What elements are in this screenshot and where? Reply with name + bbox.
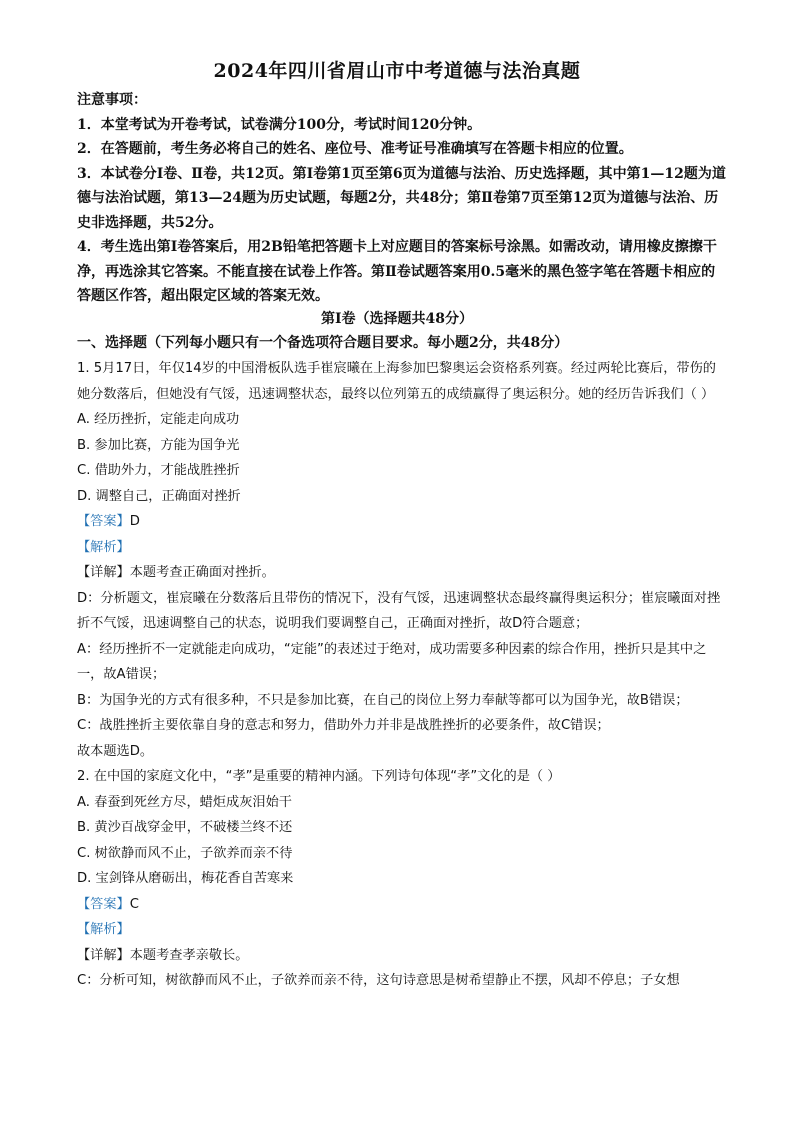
question-stem: 1. 5月17日，年仅14岁的中国滑板队选手崔宸曦在上海参加巴黎奥运会资格系列赛。经过两轮比赛后，带伤的她分数落后，但她没有气馁，迅速调整状态，最终以位列第五的成绩赢得了奥运积分。她的经历告诉我们（ ） [77,361,716,402]
notice-block [77,88,727,309]
notice-item: 2．在答题前，考生务必将自己的姓名、座位号、准考证号准确填写在答题卡相应的位置。 [77,141,633,157]
answer-value: C [129,896,139,912]
detail-line [77,560,723,586]
question-stem: 2. 在中国的家庭文化中，“孝”是重要的精神内涵。下列诗句体现“孝”文化的是（ ） [77,769,561,784]
answer-value: D [129,514,140,529]
notice-item: 1．本堂考试为开卷考试，试卷满分100分，考试时间120分钟。 [77,116,482,133]
option: C. 树欲静而风不止，子欲养而亲不待 [77,845,293,861]
notice-heading: 注意事项： [77,92,147,108]
answer-tag: 【答案】 [77,514,130,529]
detail-tag: 【详解】 [77,565,130,580]
option: B. 黄沙百战穿金甲，不破楼兰终不还 [77,820,293,835]
answer-tag: 【答案】 [77,896,130,912]
explanation: D：分析题文，崔宸曦在分数落后且带伤的情况下，没有气馁，迅速调整状态最终赢得奥运积分；崔宸曦面对挫折不气馁，迅速调整自己的状态，说明我们要调整自己，正确面对挫折，故D符合题意； [77,590,721,631]
analysis-tag: 【解析】 [77,539,130,555]
detail-text: 本题考查孝亲敬长。 [129,947,249,963]
answer-line [77,509,723,535]
analysis-line [77,917,723,943]
explanation: C：战胜挫折主要依靠自身的意志和努力，借助外力并非是战胜挫折的必要条件，故C错误； [77,718,610,733]
explanation: 故本题选D。 [77,743,154,759]
detail-text: 本题考查正确面对挫折。 [129,565,275,580]
page-title: 2024年四川省眉山市中考道德与法治真题 [213,60,581,82]
option: A. 春蚕到死丝方尽，蜡炬成灰泪始干 [77,794,292,810]
explanation: C：分析可知，树欲静而风不止，子欲养而亲不待，这句诗意思是树希望静止不摆，风却不停息；子女想 [77,973,680,988]
option: D. 宝剑锋从磨砺出，梅花香自苦寒来 [77,871,294,886]
option: B. 参加比赛，方能为国争光 [77,437,240,453]
notice-item: 4．考生选出第Ⅰ卷答案后，用2B铅笔把答题卡上对应题目的答案标号涂黑。如需改动，请用橡皮擦擦干净，再选涂其它答案。不能直接在试卷上作答。第Ⅱ卷试题答案用0.5毫米的黑色签字笔在答题卡相应的答题区作答，超出限定区域的答案无效。 [77,239,717,304]
detail-tag: 【详解】 [77,947,130,963]
analysis-line [77,535,723,561]
explanation: B：为国争光的方式有很多种，不只是参加比赛，在自己的岗位上努力奉献等都可以为国争光，故B错误； [77,692,689,708]
detail-line [77,943,723,969]
answer-line [77,892,723,918]
notice-item: 3．本试卷分Ⅰ卷、Ⅱ卷，共12页。第Ⅰ卷第1页至第6页为道德与法治、历史选择题，其中第1—12题为道德与法治试题，第13—24题为历史试题，每题2分，共48分；第Ⅱ卷第7页至第12页为道德与法治、历史非选择题，共52分。 [77,165,726,231]
option: A. 经历挫折，定能走向成功 [77,412,240,427]
section-heading: 一、选择题（下列每小题只有一个备选项符合题目要求。每小题2分，共48分） [77,335,569,351]
analysis-tag: 【解析】 [77,922,130,937]
option: D. 调整自己，正确面对挫折 [77,488,241,504]
option: C. 借助外力，才能战胜挫折 [77,463,240,478]
section-title: 第Ⅰ卷（选择题共48分） [320,311,474,327]
questions [77,356,723,994]
explanation: A：经历挫折不一定就能走向成功，“定能”的表述过于绝对，成功需要多种因素的综合作用，挫折只是其中之一，故A错误； [77,641,707,682]
